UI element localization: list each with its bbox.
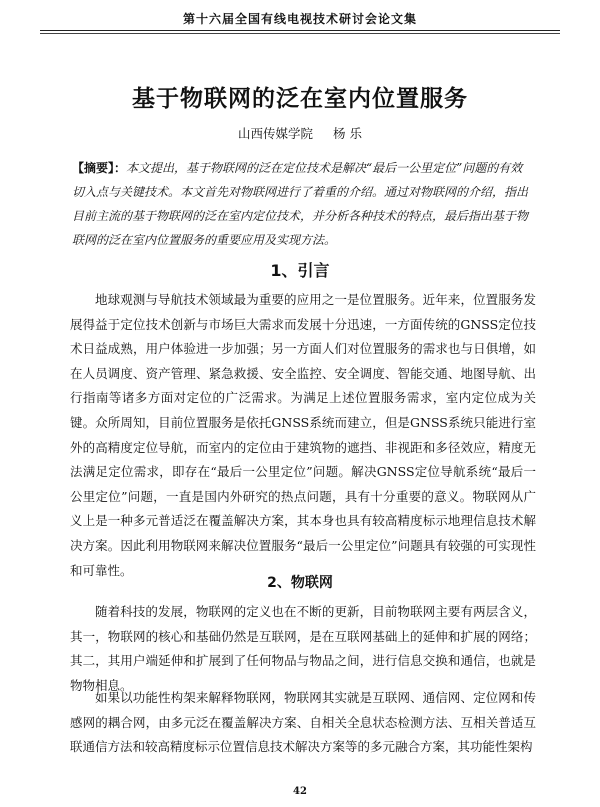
- paper-title: 基于物联网的泛在室内位置服务: [132, 86, 468, 112]
- author-affiliation: 山西传媒学院: [238, 126, 314, 141]
- abstract-tag: 【摘要】：: [72, 161, 127, 175]
- author-line: [40, 124, 560, 142]
- paragraph: 如果以功能性构架来解释物联网，物联网其实就是互联网、通信网、定位网和传感网的耦合网，由多元泛在覆盖解决方案、自相关全息状态检测方法、互相关普适互联通信方法和较高精度标示位置信息技术解决方案等的多元融合方案，其功能性架构: [70, 690, 536, 755]
- paragraph: 地球观测与导航技术领域最为重要的应用之一是位置服务。近年来，位置服务发展得益于定位技术创新与市场巨大需求而发展十分迅速，一方面传统的GNSS定位技术日益成熟，用户体验进一步加强；另一方面人们对位置服务的需求也与日俱增，如在人员调度、资产管理、紧急救援、安全监控、安全调度、智能交通、地图导航、出行指南等诸多方面对定位的广泛需求。为满足上述位置服务需求，室内定位成为关键。众所周知，目前位置服务是依托GNSS系统而建立，但是GNSS系统只能进行室外的高精度定位导航，而室内的定位由于建筑物的遮挡、非视距和多径效应，精度无法满足定位需求，即存在“最后一公里定位”问题。解决GNSS定位导航系统“最后一公里定位”问题，一直是国内外研究的热点问题，具有十分重要的意义。物联网从广义上是一种多元普适泛在覆盖解决方案，其本身也具有较高精度标示地理信息技术解决方案。因此利用物联网来解决位置服务“最后一公里定位”问题具有较强的可实现性和可靠性。: [70, 292, 536, 578]
- section-body-intro: [70, 288, 536, 583]
- section-heading-intro: 1、引言: [270, 261, 330, 280]
- header-rule-thin: [40, 33, 560, 34]
- header-rule: [40, 30, 560, 31]
- section-body-iot-cont: [70, 686, 536, 760]
- page-number: 42: [293, 786, 307, 797]
- section-body-iot: [70, 600, 536, 698]
- abstract: [72, 156, 534, 252]
- paragraph: 随着科技的发展，物联网的定义也在不断的更新，目前物联网主要有两层含义，其一，物联网的核心和基础仍然是互联网，是在互联网基础上的延伸和扩展的网络；其二，其用户端延伸和扩展到了任何物品与物品之间，进行信息交换和通信，也就是物物相息。: [70, 604, 536, 693]
- author-name: 杨 乐: [333, 126, 362, 141]
- section-heading-iot: 2、物联网: [267, 575, 333, 591]
- journal-header: 第十六届全国有线电视技术研讨会论文集: [182, 12, 417, 26]
- abstract-text: 本文提出，基于物联网的泛在定位技术是解决“最后一公里定位”问题的有效切入点与关键技术。本文首先对物联网进行了着重的介绍。通过对物联网的介绍，指出目前主流的基于物联网的泛在室内定位技术，并分析各种技术的特点，最后指出基于物联网的泛在室内位置服务的重要应用及实现方法。: [72, 161, 529, 247]
